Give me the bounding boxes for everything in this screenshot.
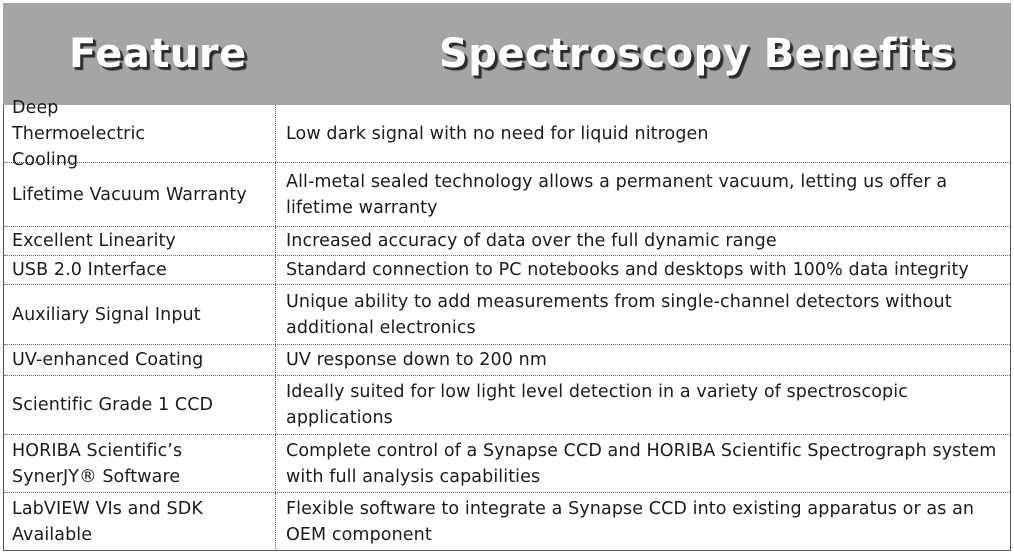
feature-cell <box>4 345 276 375</box>
benefit-cell <box>276 227 1010 255</box>
header-spectroscopy-benefits: Spectroscopy Benefits <box>439 31 956 77</box>
table-row <box>4 285 1010 345</box>
table-row <box>4 227 1010 256</box>
table-row <box>4 97 1010 170</box>
benefit-text: Low dark signal with no need for liquid nitrogen <box>286 123 709 144</box>
benefit-text: Standard connection to PC notebooks and desktops with 100% data integrity <box>286 260 969 280</box>
feature-cell <box>4 435 276 492</box>
benefit-cell <box>276 435 1010 492</box>
table-row <box>4 345 1010 376</box>
feature-text: Lifetime Vacuum Warranty <box>12 184 247 205</box>
table-row <box>4 493 1010 551</box>
feature-cell <box>4 376 276 434</box>
feature-text: HORIBA Scientific’s SynerJY® Software <box>12 440 183 487</box>
benefit-cell <box>276 285 1010 344</box>
table-row <box>4 376 1010 435</box>
table-row <box>4 163 1010 227</box>
table-row <box>4 435 1010 493</box>
benefit-cell <box>276 345 1010 375</box>
feature-text: UV-enhanced Coating <box>12 350 204 370</box>
feature-text: Scientific Grade 1 CCD <box>12 395 214 415</box>
table-header <box>3 3 1011 105</box>
table-row <box>4 256 1010 285</box>
feature-cell <box>4 256 276 284</box>
benefit-text: Flexible software to integrate a Synapse CCD into existing apparatus or as an OEM component <box>286 499 975 545</box>
benefit-cell <box>276 376 1010 434</box>
feature-text: Auxiliary Signal Input <box>12 304 201 325</box>
benefit-cell <box>276 256 1010 284</box>
benefit-text: UV response down to 200 nm <box>286 350 548 370</box>
feature-cell <box>4 493 276 551</box>
feature-text: Deep Thermoelectric Cooling <box>12 97 146 170</box>
feature-cell <box>4 285 276 344</box>
feature-text: Excellent Linearity <box>12 231 176 251</box>
benefit-cell <box>276 493 1010 551</box>
header-feature: Feature <box>69 31 247 77</box>
benefit-cell <box>276 105 1010 162</box>
benefit-text: Ideally suited for low light level detection in a variety of spectroscopic applications <box>286 382 908 428</box>
benefit-cell <box>276 163 1010 226</box>
feature-cell <box>4 163 276 226</box>
table-body <box>3 97 1011 551</box>
benefit-text: All-metal sealed technology allows a permanent vacuum, letting us offer a lifetime warranty <box>286 171 948 218</box>
feature-cell <box>4 97 276 170</box>
feature-benefits-table <box>3 3 1011 551</box>
feature-text: USB 2.0 Interface <box>12 260 167 280</box>
feature-cell <box>4 227 276 255</box>
benefit-text: Increased accuracy of data over the full dynamic range <box>286 231 777 251</box>
benefit-text: Complete control of a Synapse CCD and HORIBA Scientific Spectrograph system with full analysis capabilities <box>286 440 997 487</box>
feature-text: LabVIEW VIs and SDK Available <box>12 499 203 545</box>
benefit-text: Unique ability to add measurements from single-channel detectors without additional electronics <box>286 291 952 338</box>
